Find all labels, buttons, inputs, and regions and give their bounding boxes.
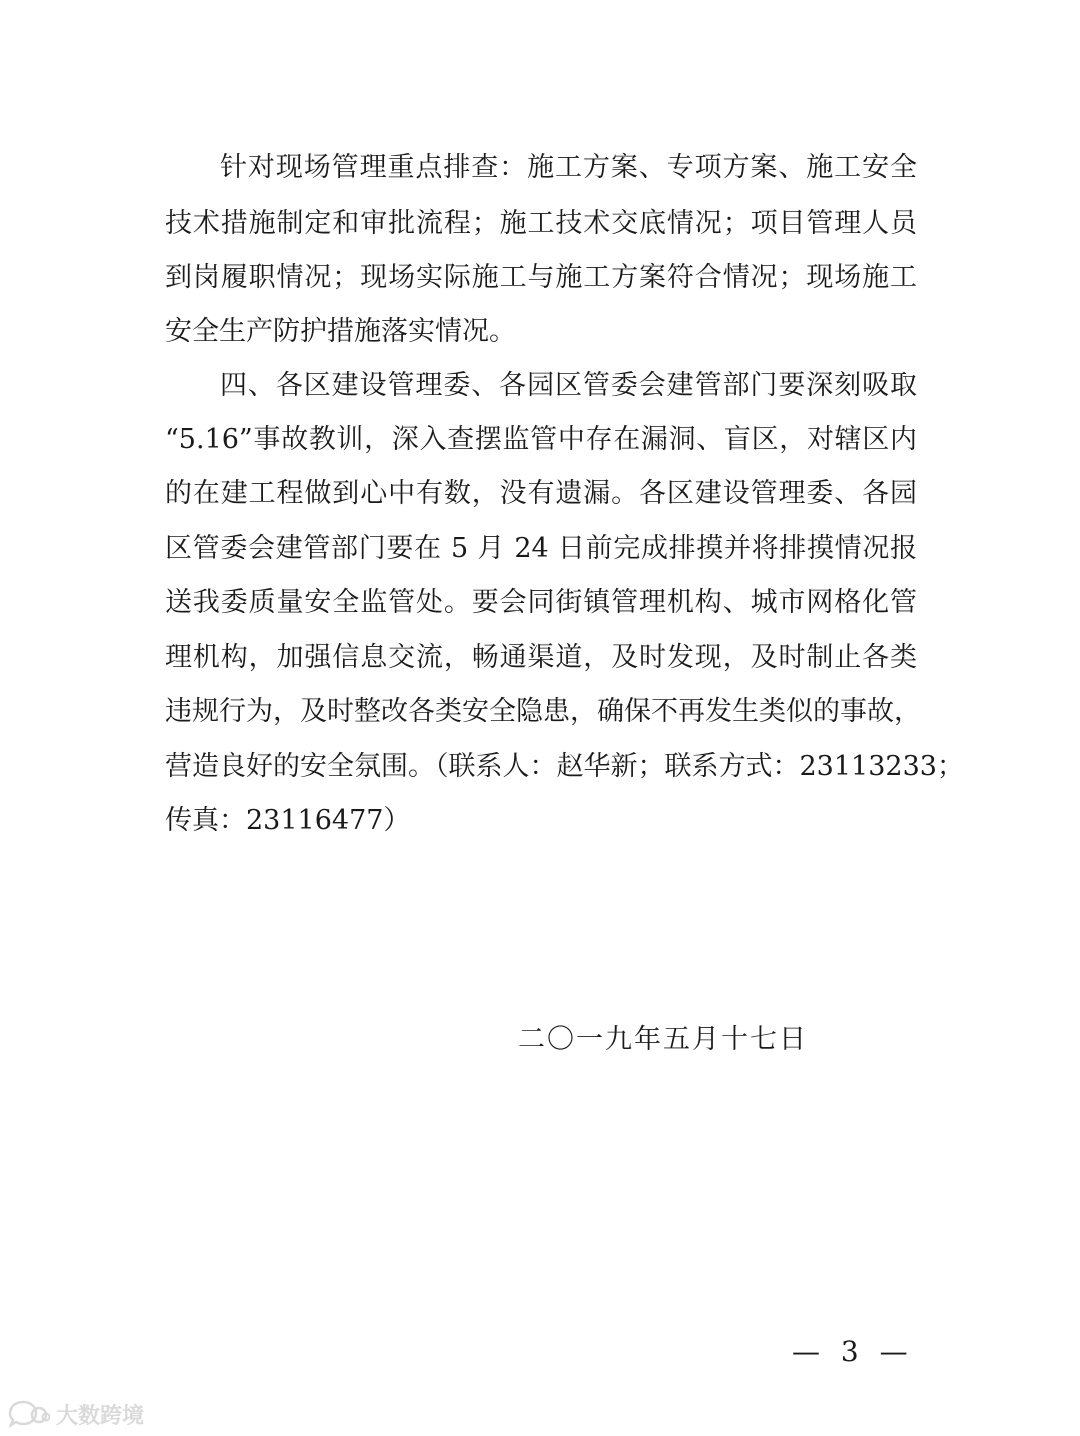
paragraph-2-line-1: 四、各区建设管理委、各园区管委会建管部门要深刻吸取	[220, 370, 917, 401]
paragraph-2-line-6: 理机构，加强信息交流，畅通渠道，及时发现，及时制止各类	[165, 642, 917, 673]
document-date: 二〇一九年五月十七日	[518, 1024, 808, 1055]
chat-bubble-icon	[6, 1399, 50, 1429]
page-number: — 3 —	[792, 1335, 914, 1368]
paragraph-2-line-3: 的在建工程做到心中有数，没有遗漏。各区建设管理委、各园	[165, 478, 917, 509]
paragraph-2-line-7: 违规行为，及时整改各类安全隐患，确保不再发生类似的事故，	[165, 696, 921, 727]
watermark	[6, 1396, 144, 1432]
watermark-text: 大数跨境	[56, 1403, 145, 1429]
paragraph-2-line-8: 营造良好的安全氛围。（联系人：赵华新；联系方式：23113233；	[165, 751, 964, 782]
paragraph-2-line-5: 送我委质量安全监管处。要会同街镇管理机构、城市网格化管	[165, 587, 917, 618]
paragraph-1-line-1: 针对现场管理重点排查：施工方案、专项方案、施工安全	[220, 152, 917, 183]
paragraph-2-line-2: “5.16”事故教训，深入查摆监管中存在漏洞、盲区，对辖区内	[165, 424, 917, 455]
paragraph-1-line-4: 安全生产防护措施落实情况。	[165, 316, 516, 347]
paragraph-1-line-3: 到岗履职情况；现场实际施工与施工方案符合情况；现场施工	[165, 262, 917, 293]
paragraph-2-line-9: 传真：23116477）	[165, 805, 411, 836]
paragraph-2-line-4: 区管委会建管部门要在 5 月 24 日前完成排摸并将排摸情况报	[165, 533, 917, 564]
paragraph-1-line-2: 技术措施制定和审批流程；施工技术交底情况；项目管理人员	[165, 208, 917, 239]
